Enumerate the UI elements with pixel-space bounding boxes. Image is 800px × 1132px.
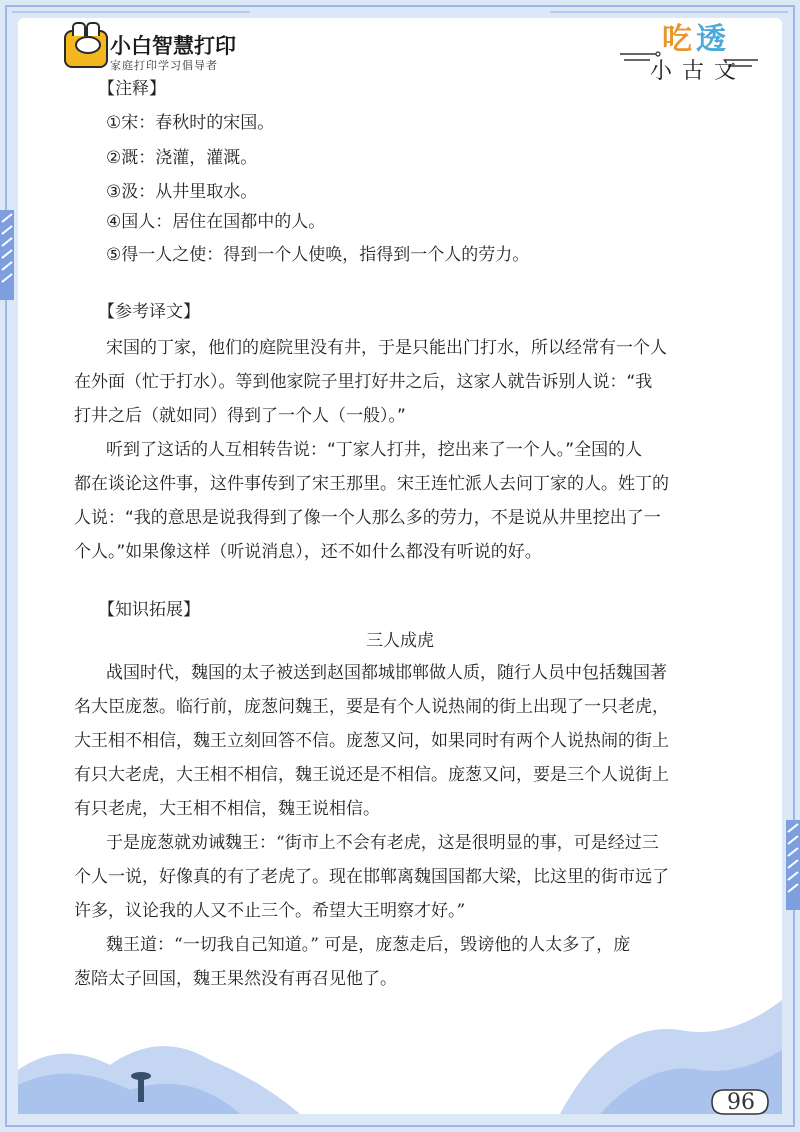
- story-line: 魏王道：“一切我自己知道。” 可是，庞葱走后，毁谤他的人太多了，庞: [106, 935, 631, 955]
- story-line: 有只老虎，大王相不相信，魏王说相信。: [74, 799, 380, 819]
- brand-char-chi: 吃: [662, 22, 692, 57]
- extension-heading: 【知识拓展】: [98, 600, 200, 620]
- story-line: 战国时代，魏国的太子被送到赵国都城邯郸做人质，随行人员中包括魏国著: [106, 663, 667, 683]
- story-line: 名大臣庞葱。临行前，庞葱问魏王，要是有个人说热闹的街上出现了一只老虎，: [74, 697, 669, 717]
- translation-line: 在外面（忙于打水）。等到他家院子里打好井之后，这家人就告诉别人说：“我: [74, 372, 653, 392]
- story-line: 大王相不相信，魏王立刻回答不信。庞葱又问，如果同时有两个人说热闹的街上: [74, 731, 669, 751]
- translation-line: 人说：“我的意思是说我得到了像一个人那么多的劳力，不是说从井里挖出了一: [74, 508, 661, 528]
- brand-char-tou: 透: [696, 22, 726, 57]
- note-item: ⑤得一人之使：得到一个人使唤，指得到一个人的劳力。: [106, 245, 530, 265]
- story-title: 三人成虎: [366, 631, 434, 651]
- brand-mark: [620, 12, 760, 84]
- story-line: 个人一说，好像真的有了老虎了。现在邯郸离魏国国都大梁，比这里的街市远了: [74, 867, 669, 887]
- translation-line: 听到了这话的人互相转告说：“丁家人打井，挖出来了一个人。”全国的人: [106, 440, 643, 460]
- translation-line: 个人。”如果像这样（听说消息），还不如什么都没有听说的好。: [74, 542, 542, 562]
- note-item: ①宋：春秋时的宋国。: [106, 113, 275, 133]
- translation-line: 打井之后（就如同）得到了一个人（一般）。”: [74, 406, 406, 426]
- note-item: ②溉：浇灌，灌溉。: [106, 148, 258, 168]
- brand-subtitle: 小古文: [650, 59, 747, 84]
- logo-title: 小白智慧打印: [110, 34, 236, 58]
- note-item: ④国人：居住在国都中的人。: [106, 212, 326, 232]
- story-line: 于是庞葱就劝诫魏王：“街市上不会有老虎，这是很明显的事，可是经过三: [106, 833, 659, 853]
- notes-heading: 【注释】: [98, 79, 166, 99]
- story-line: 许多，议论我的人又不止三个。希望大王明察才好。”: [74, 901, 466, 921]
- story-line: 葱陪太子回国，魏王果然没有再召见他了。: [74, 969, 397, 989]
- translation-line: 宋国的丁家，他们的庭院里没有井，于是只能出门打水，所以经常有一个人: [106, 338, 667, 358]
- story-line: 有只大老虎，大王相不相信，魏王说还是不相信。庞葱又问，要是三个人说街上: [74, 765, 669, 785]
- translation-line: 都在谈论这件事，这件事传到了宋王那里。宋王连忙派人去问丁家的人。姓丁的: [74, 474, 669, 494]
- logo-subtitle: 家庭打印学习倡导者: [110, 59, 218, 72]
- printer-mascot-icon: [64, 30, 108, 68]
- note-item: ③汲：从井里取水。: [106, 182, 258, 202]
- page-number: 96: [727, 1090, 755, 1115]
- translation-heading: 【参考译文】: [98, 302, 200, 322]
